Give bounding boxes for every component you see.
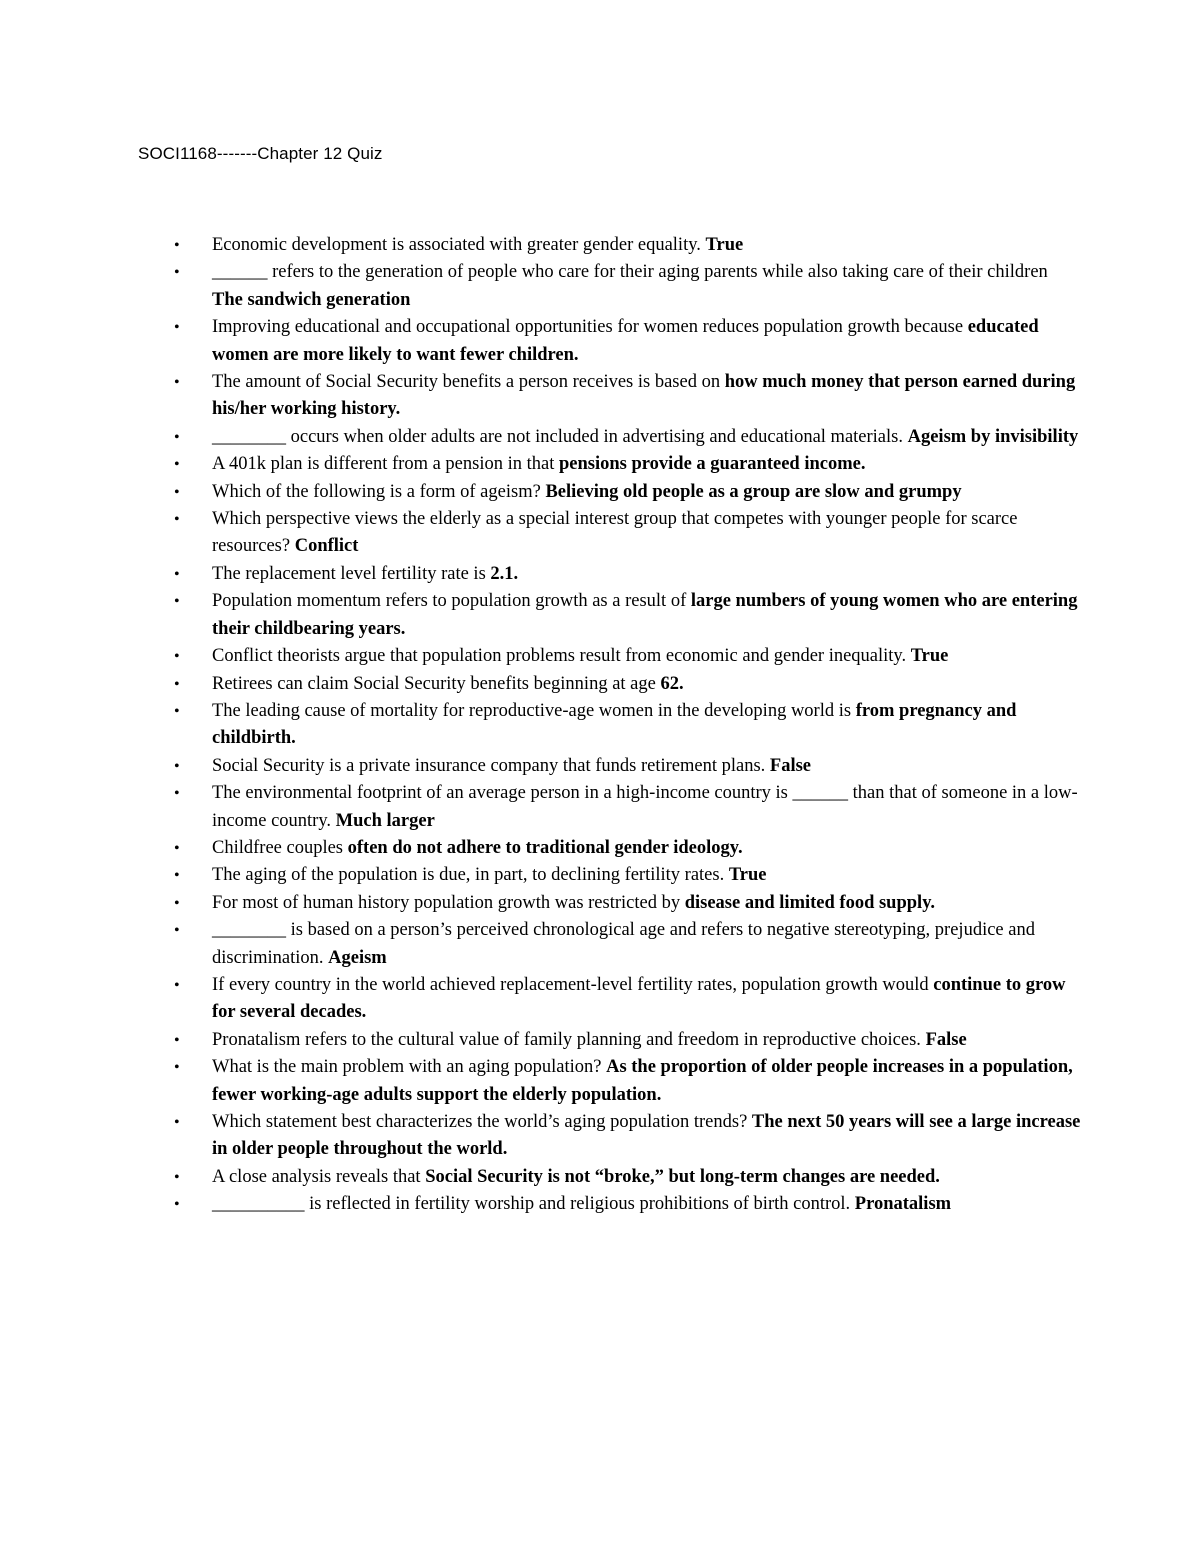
answer-text: educated women are more likely to want fewer children. — [212, 317, 1039, 365]
answer-text: As the proportion of older people increases in a population, fewer working-age adults support the elderly population. — [212, 1057, 1073, 1105]
question-text: The leading cause of mortality for reproductive-age women in the developing world is — [212, 700, 856, 721]
bullet-icon: • — [174, 565, 180, 583]
question-text: The aging of the population is due, in part, to declining fertility rates. — [212, 865, 729, 886]
question-text: Which statement best characterizes the world’s aging population trends? — [212, 1112, 752, 1132]
bullet-icon: • — [174, 785, 180, 803]
bullet-icon: • — [174, 511, 180, 529]
answer-text: True — [910, 646, 949, 667]
answer-text: often do not adhere to traditional gender ideology. — [347, 837, 743, 858]
list-item — [174, 1109, 1082, 1164]
question-text: __________ is reflected in fertility worship and religious prohibitions of birth control. — [212, 1194, 855, 1215]
question-text: Improving educational and occupational opportunities for women reduces population growth because — [212, 317, 968, 338]
list-item — [174, 232, 1082, 259]
bullet-icon: • — [174, 237, 180, 254]
list-item — [174, 643, 1082, 670]
answer-text: 2.1. — [490, 563, 519, 584]
answer-text: Ageism by invisibility — [907, 426, 1079, 447]
list-item — [174, 588, 1082, 643]
question-text: Which perspective views the elderly as a special interest group that competes with younger people for scarce resources? — [212, 509, 1018, 557]
list-item — [174, 671, 1082, 698]
answer-text: large numbers of young women who are entering their childbearing years. — [212, 591, 1078, 639]
answer-text: Ageism — [328, 947, 387, 968]
answer-text: True — [705, 235, 744, 255]
bullet-icon: • — [174, 976, 180, 994]
bullet-icon: • — [174, 839, 180, 857]
list-item — [174, 890, 1082, 917]
list-item — [174, 259, 1082, 314]
bullet-icon: • — [174, 483, 180, 501]
answer-text: False — [769, 755, 812, 776]
list-item — [174, 561, 1082, 588]
list-item — [174, 451, 1082, 478]
question-text: Economic development is associated with greater gender equality. — [212, 235, 706, 255]
bullet-icon: • — [174, 922, 180, 940]
bullet-icon: • — [174, 894, 180, 912]
bullet-icon: • — [174, 1168, 180, 1186]
list-item — [174, 698, 1082, 753]
bullet-icon: • — [174, 319, 180, 337]
answer-text: disease and limited food supply. — [684, 892, 936, 913]
document-title: SOCI1168-------Chapter 12 Quiz — [138, 144, 383, 163]
bullet-icon: • — [174, 757, 180, 775]
quiz-question-list — [174, 232, 1082, 1219]
answer-text: Conflict — [294, 536, 359, 557]
list-item — [174, 1027, 1082, 1054]
list-item — [174, 917, 1082, 972]
question-text: The amount of Social Security benefits a person receives is based on — [212, 372, 725, 393]
question-text: What is the main problem with an aging population? — [212, 1057, 607, 1078]
question-text: For most of human history population growth was restricted by — [212, 892, 685, 913]
answer-text: False — [925, 1029, 967, 1050]
question-text: Retirees can claim Social Security benefits beginning at age — [212, 673, 661, 694]
question-text: The environmental footprint of an average person in a high-income country is ______ than that of someone in a low-income country. — [212, 783, 1078, 831]
answer-text: continue to grow for several decades. — [212, 974, 1066, 1023]
list-item — [174, 479, 1082, 506]
answer-text: Pronatalism — [854, 1194, 952, 1215]
list-item — [174, 862, 1082, 889]
bullet-icon: • — [174, 1114, 180, 1131]
bullet-icon: • — [174, 1059, 180, 1077]
list-item — [174, 972, 1082, 1027]
answer-text: True — [728, 865, 767, 886]
list-item — [174, 1164, 1082, 1191]
list-item — [174, 780, 1082, 835]
question-text: A 401k plan is different from a pension in that — [212, 454, 559, 475]
question-text: Which of the following is a form of ageism? — [212, 481, 546, 502]
answer-text: The sandwich generation — [212, 289, 411, 310]
answer-text: from pregnancy and childbirth. — [212, 700, 1017, 749]
answer-text: 62. — [660, 673, 684, 694]
question-text: ________ occurs when older adults are not included in advertising and educational materials. — [212, 426, 908, 447]
answer-text: pensions provide a guaranteed income. — [558, 454, 866, 475]
answer-text: The next 50 years will see a large increase in older people throughout the world. — [212, 1112, 1081, 1160]
list-item — [174, 314, 1082, 369]
bullet-icon: • — [174, 374, 180, 392]
question-text: A close analysis reveals that — [212, 1166, 426, 1187]
bullet-icon: • — [174, 648, 180, 666]
answer-text: Much larger — [335, 810, 435, 831]
question-text: Social Security is a private insurance company that funds retirement plans. — [212, 755, 770, 776]
list-item — [174, 369, 1082, 424]
list-item — [174, 1054, 1082, 1109]
question-text: ________ is based on a person’s perceived chronological age and refers to negative stereotyping, prejudice and discrimination. — [212, 920, 1035, 968]
answer-text: Believing old people as a group are slow and grumpy — [545, 481, 962, 502]
bullet-icon: • — [174, 1196, 180, 1214]
answer-text: Social Security is not “broke,” but long-term changes are needed. — [425, 1166, 940, 1187]
question-text: The replacement level fertility rate is — [212, 563, 491, 584]
question-text: If every country in the world achieved replacement-level fertility rates, population growth would — [212, 974, 934, 995]
bullet-icon: • — [174, 593, 180, 611]
list-item — [174, 506, 1082, 561]
question-text: Childfree couples — [212, 837, 348, 858]
list-item — [174, 835, 1082, 862]
list-item — [174, 424, 1082, 451]
bullet-icon: • — [174, 1031, 180, 1049]
question-text: Conflict theorists argue that population problems result from economic and gender inequality. — [212, 646, 911, 667]
question-text: Population momentum refers to population growth as a result of — [212, 591, 691, 612]
list-item — [174, 1191, 1082, 1218]
bullet-icon: • — [174, 264, 180, 282]
bullet-icon: • — [174, 867, 180, 885]
question-text: Pronatalism refers to the cultural value of family planning and freedom in reproductive choices. — [212, 1029, 926, 1050]
list-item — [174, 753, 1082, 780]
bullet-icon: • — [174, 428, 180, 446]
bullet-icon: • — [174, 456, 180, 474]
bullet-icon: • — [174, 702, 180, 720]
bullet-icon: • — [174, 675, 180, 693]
answer-text: how much money that person earned during his/her working history. — [212, 372, 1076, 420]
question-text: ______ refers to the generation of people who care for their aging parents while also taking care of their children — [212, 262, 1048, 283]
